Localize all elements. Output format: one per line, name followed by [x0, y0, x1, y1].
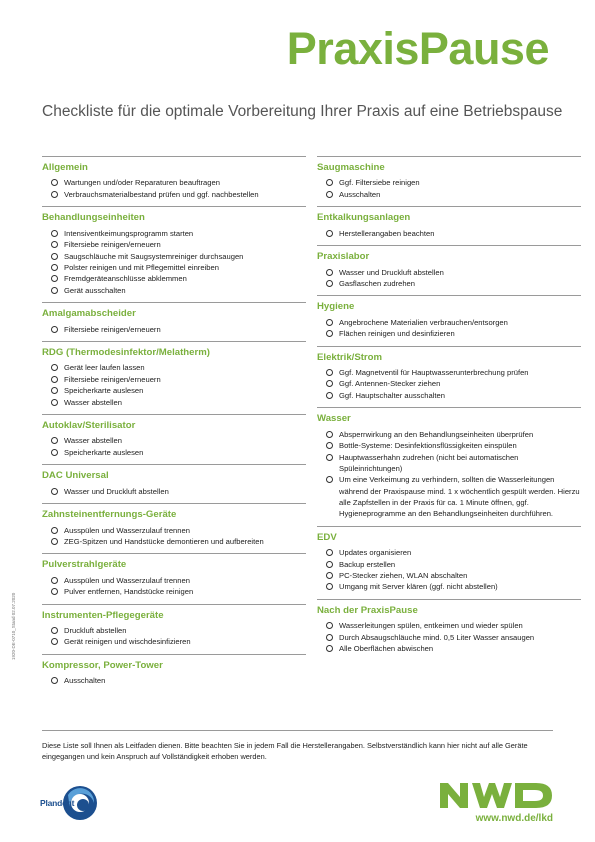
checklist-item — [317, 452, 581, 475]
checklist-section — [42, 464, 306, 497]
circle-checkbox-icon[interactable] — [326, 454, 333, 461]
checklist-item — [42, 625, 306, 636]
section-title: Instrumenten-Pflegegeräte — [42, 609, 164, 621]
checklist-item-label: PC-Stecker ziehen, WLAN abschalten — [339, 571, 468, 581]
checklist-item — [42, 636, 306, 647]
checklist-section — [317, 156, 581, 200]
checklist-item — [42, 228, 306, 239]
checklist-item — [317, 643, 581, 654]
section-title: Kompressor, Power-Tower — [42, 659, 163, 671]
circle-checkbox-icon[interactable] — [51, 437, 58, 444]
checklist-item — [317, 429, 581, 440]
checklist-item — [42, 385, 306, 396]
checklist-section — [42, 341, 306, 408]
checklist-item-label: Speicherkarte auslesen — [64, 447, 144, 457]
checklist-item — [42, 586, 306, 597]
page-subtitle: Checkliste für die optimale Vorbereitung Ihrer Praxis auf eine Betriebspause — [42, 103, 563, 120]
checklist-item-label: Gerät leer laufen lassen — [64, 363, 145, 373]
circle-checkbox-icon[interactable] — [51, 387, 58, 394]
checklist-item — [317, 317, 581, 328]
circle-checkbox-icon[interactable] — [326, 476, 333, 483]
section-title: DAC Universal — [42, 470, 109, 482]
section-title: Wasser — [317, 413, 351, 425]
circle-checkbox-icon[interactable] — [326, 583, 333, 590]
checklist-section — [42, 604, 306, 648]
circle-checkbox-icon[interactable] — [51, 638, 58, 645]
section-title: EDV — [317, 531, 337, 543]
checklist-item — [317, 328, 581, 339]
checklist-section — [42, 503, 306, 547]
checklist-item — [42, 362, 306, 373]
circle-checkbox-icon[interactable] — [326, 280, 333, 287]
checklist-item-label: ZEG-Spitzen und Handstücke demontieren und aufbereiten — [64, 536, 264, 546]
checklist-item — [42, 575, 306, 586]
checklist-item — [42, 536, 306, 547]
circle-checkbox-icon[interactable] — [326, 179, 333, 186]
circle-checkbox-icon[interactable] — [51, 376, 58, 383]
checklist-item — [317, 570, 581, 581]
checklist-item-label: Durch Absaugschläuche mind. 0,5 Liter Wasser ansaugen — [339, 632, 535, 642]
checklist-section — [42, 654, 306, 687]
nwd-logo-icon — [440, 783, 552, 808]
checklist-section — [317, 206, 581, 239]
document-code: 1920-DE-0710_Stand 02.07.2020 — [11, 592, 16, 660]
checklist-item-label: Filtersiebe reinigen/erneuern — [64, 324, 161, 334]
section-title: Zahnsteinentfernungs-Geräte — [42, 509, 177, 521]
section-title: Pulverstrahlgeräte — [42, 559, 127, 571]
checklist-item-label: Ggf. Antennen-Stecker ziehen — [339, 379, 441, 389]
checklist-section — [317, 245, 581, 289]
circle-checkbox-icon[interactable] — [326, 634, 333, 641]
circle-checkbox-icon[interactable] — [51, 364, 58, 371]
checklist-item-label: Gerät ausschalten — [64, 285, 126, 295]
section-title: Praxislabor — [317, 251, 370, 263]
circle-checkbox-icon[interactable] — [51, 264, 58, 271]
circle-checkbox-icon[interactable] — [326, 431, 333, 438]
checklist-item-label: Ausspülen und Wasserzulauf trennen — [64, 525, 190, 535]
circle-checkbox-icon[interactable] — [326, 380, 333, 387]
circle-checkbox-icon[interactable] — [326, 269, 333, 276]
checklist-item-label: Wasser und Druckluft abstellen — [339, 267, 444, 277]
checklist-section — [42, 302, 306, 335]
checklist-item — [317, 177, 581, 188]
checklist-section — [317, 599, 581, 655]
circle-checkbox-icon[interactable] — [51, 399, 58, 406]
left-column — [42, 156, 306, 693]
checklist-item-label: Gerät reinigen und wischdesinfizieren — [64, 637, 191, 647]
plandent-logo — [40, 783, 100, 825]
circle-checkbox-icon[interactable] — [51, 253, 58, 260]
checklist-item — [42, 447, 306, 458]
circle-checkbox-icon[interactable] — [51, 677, 58, 684]
circle-checkbox-icon[interactable] — [326, 392, 333, 399]
checklist-item — [42, 486, 306, 497]
page-title: PraxisPause — [286, 23, 549, 74]
circle-checkbox-icon[interactable] — [326, 549, 333, 556]
circle-checkbox-icon[interactable] — [51, 527, 58, 534]
circle-checkbox-icon[interactable] — [326, 191, 333, 198]
checklist-item — [42, 285, 306, 296]
circle-checkbox-icon[interactable] — [51, 588, 58, 595]
checklist-item-label: Wasser abstellen — [64, 397, 122, 407]
checklist-item-label: Ggf. Filtersiebe reinigen — [339, 178, 420, 188]
circle-checkbox-icon[interactable] — [326, 230, 333, 237]
checklist-item-label: Ausschalten — [339, 189, 381, 199]
circle-checkbox-icon[interactable] — [326, 561, 333, 568]
checklist-item-label: Intensiventkeimungsprogramm starten — [64, 228, 194, 238]
checklist-item-label: Hauptwasserhahn zudrehen (nicht bei automatischen Spüleinrichtungen) — [339, 452, 519, 473]
checklist-item-label: Ggf. Hauptschalter ausschalten — [339, 390, 445, 400]
checklist-section — [317, 346, 581, 402]
checklist-item-label: Angebrochene Materialien verbrauchen/entsorgen — [339, 317, 508, 327]
checklist-item — [42, 525, 306, 536]
disclaimer-text: Diese Liste soll Ihnen als Leitfaden dienen. Bitte beachten Sie in jedem Fall die Herstellerangaben. Selbstverständlich kann hier nicht auf alle Geräte eingegangen und kein Anspruch auf Vollständigkeit erhoben werden. — [42, 741, 528, 762]
checklist-item-label: Filtersiebe reinigen/erneuern — [64, 374, 161, 384]
section-title: Amalgamabscheider — [42, 308, 136, 320]
checklist-item-label: Absperrwirkung an den Behandlungseinheiten überprüfen — [339, 429, 534, 439]
checklist-item — [42, 189, 306, 200]
checklist-item-label: Herstellerangaben beachten — [339, 228, 435, 238]
checklist-item — [42, 374, 306, 385]
checklist-item — [42, 675, 306, 686]
checklist-item-label: Fremdgeräteanschlüsse abklemmen — [64, 274, 187, 284]
checklist-item — [317, 267, 581, 278]
circle-checkbox-icon[interactable] — [51, 287, 58, 294]
section-title: Saugmaschine — [317, 162, 385, 173]
checklist-item-label: Saugschläuche mit Saugsystemreiniger durchsaugen — [64, 251, 244, 261]
checklist-item-label: Bottle-Systeme: Desinfektionsflüssigkeiten einspülen — [339, 441, 517, 451]
section-title: RDG (Thermodesinfektor/Melatherm) — [42, 346, 210, 358]
circle-checkbox-icon[interactable] — [51, 241, 58, 248]
checklist-section — [42, 414, 306, 458]
checklist-item — [42, 397, 306, 408]
checklist-item — [42, 435, 306, 446]
circle-checkbox-icon[interactable] — [326, 442, 333, 449]
checklist-item-label: Wasserleitungen spülen, entkeimen und wieder spülen — [339, 621, 523, 631]
checklist-item — [317, 390, 581, 401]
circle-checkbox-icon[interactable] — [51, 577, 58, 584]
checklist-item — [317, 189, 581, 200]
section-title: Behandlungseinheiten — [42, 212, 145, 224]
checklist-item-label: Um eine Verkeimung zu verhindern, sollten die Wasserleitungen während der Praxispause mind. 1 x wöchentlich gespült werden. Hierzu alle Zapfstellen in der Praxis für ca. 1 Minute öffnen, ggf. Hygieneprogramme an den Behandlungseinheiten durchführen. — [339, 475, 580, 519]
checklist-section — [317, 526, 581, 593]
checklist-item-label: Druckluft abstellen — [64, 626, 127, 636]
circle-checkbox-icon[interactable] — [51, 627, 58, 634]
circle-checkbox-icon[interactable] — [51, 538, 58, 545]
checklist-item — [42, 262, 306, 273]
checklist-item-label: Verbrauchsmaterialbestand prüfen und ggf. nachbestellen — [64, 189, 259, 199]
checklist-section — [317, 295, 581, 339]
circle-checkbox-icon[interactable] — [326, 369, 333, 376]
circle-checkbox-icon[interactable] — [326, 645, 333, 652]
checklist-item — [317, 367, 581, 378]
circle-checkbox-icon[interactable] — [51, 230, 58, 237]
section-title: Entkalkungsanlagen — [317, 212, 411, 224]
checklist-item — [317, 581, 581, 592]
checklist-item-label: Filtersiebe reinigen/erneuern — [64, 240, 161, 250]
checklist-item-label: Polster reinigen und mit Pflegemittel einreiben — [64, 262, 219, 272]
checklist-item-label: Updates organisieren — [339, 548, 412, 558]
checklist-item — [317, 632, 581, 643]
section-title: Hygiene — [317, 301, 355, 313]
checklist-item-label: Alle Oberflächen abwischen — [339, 644, 434, 654]
checklist-item-label: Flächen reinigen und desinfizieren — [339, 329, 455, 339]
circle-checkbox-icon[interactable] — [326, 330, 333, 337]
checklist-item-label: Ausspülen und Wasserzulauf trennen — [64, 575, 190, 585]
checklist-item-label: Backup erstellen — [339, 559, 396, 569]
circle-checkbox-icon[interactable] — [51, 488, 58, 495]
section-title: Elektrik/Strom — [317, 351, 383, 363]
circle-checkbox-icon[interactable] — [326, 572, 333, 579]
checklist-item — [317, 559, 581, 570]
circle-checkbox-icon[interactable] — [326, 622, 333, 629]
checklist-section — [42, 156, 306, 200]
checklist-item — [42, 324, 306, 335]
circle-checkbox-icon[interactable] — [51, 326, 58, 333]
checklist-item — [317, 474, 581, 520]
section-title: Allgemein — [42, 162, 88, 173]
circle-checkbox-icon[interactable] — [326, 319, 333, 326]
section-title: Nach der PraxisPause — [317, 604, 418, 616]
checklist-item-label: Gasflaschen zudrehen — [339, 278, 415, 288]
checklist-item-label: Umgang mit Server klären (ggf. nicht abstellen) — [339, 582, 498, 592]
plandent-logo-text: Plandent — [40, 798, 75, 808]
checklist-item-label: Wasser und Druckluft abstellen — [64, 486, 169, 496]
checklist-item — [317, 440, 581, 451]
checklist-item — [42, 239, 306, 250]
checklist-item-label: Pulver entfernen, Handstücke reinigen — [64, 587, 194, 597]
checklist-item-label: Speicherkarte auslesen — [64, 386, 144, 396]
footer-divider — [42, 730, 553, 731]
checklist-item — [317, 620, 581, 631]
checklist-section — [317, 407, 581, 520]
checklist-item-label: Wartungen und/oder Reparaturen beauftragen — [64, 178, 220, 188]
circle-checkbox-icon[interactable] — [51, 449, 58, 456]
checklist-item — [317, 228, 581, 239]
checklist-item-label: Ggf. Magnetventil für Hauptwasserunterbrechung prüfen — [339, 368, 529, 378]
circle-checkbox-icon[interactable] — [51, 179, 58, 186]
checklist-item — [42, 251, 306, 262]
checklist-item-label: Wasser abstellen — [64, 436, 122, 446]
checklist-item — [317, 378, 581, 389]
checklist-item — [42, 177, 306, 188]
section-title: Autoklav/Sterilisator — [42, 419, 136, 431]
checklist-item — [317, 278, 581, 289]
checklist-item — [42, 273, 306, 284]
checklist-item — [317, 547, 581, 558]
checklist-section — [42, 206, 306, 296]
nwd-logo — [438, 780, 554, 810]
circle-checkbox-icon[interactable] — [51, 191, 58, 198]
website-link[interactable]: www.nwd.de/lkd — [475, 813, 553, 824]
checklist-item-label: Ausschalten — [64, 676, 106, 686]
right-column — [317, 156, 581, 661]
circle-checkbox-icon[interactable] — [51, 275, 58, 282]
checklist-section — [42, 553, 306, 597]
